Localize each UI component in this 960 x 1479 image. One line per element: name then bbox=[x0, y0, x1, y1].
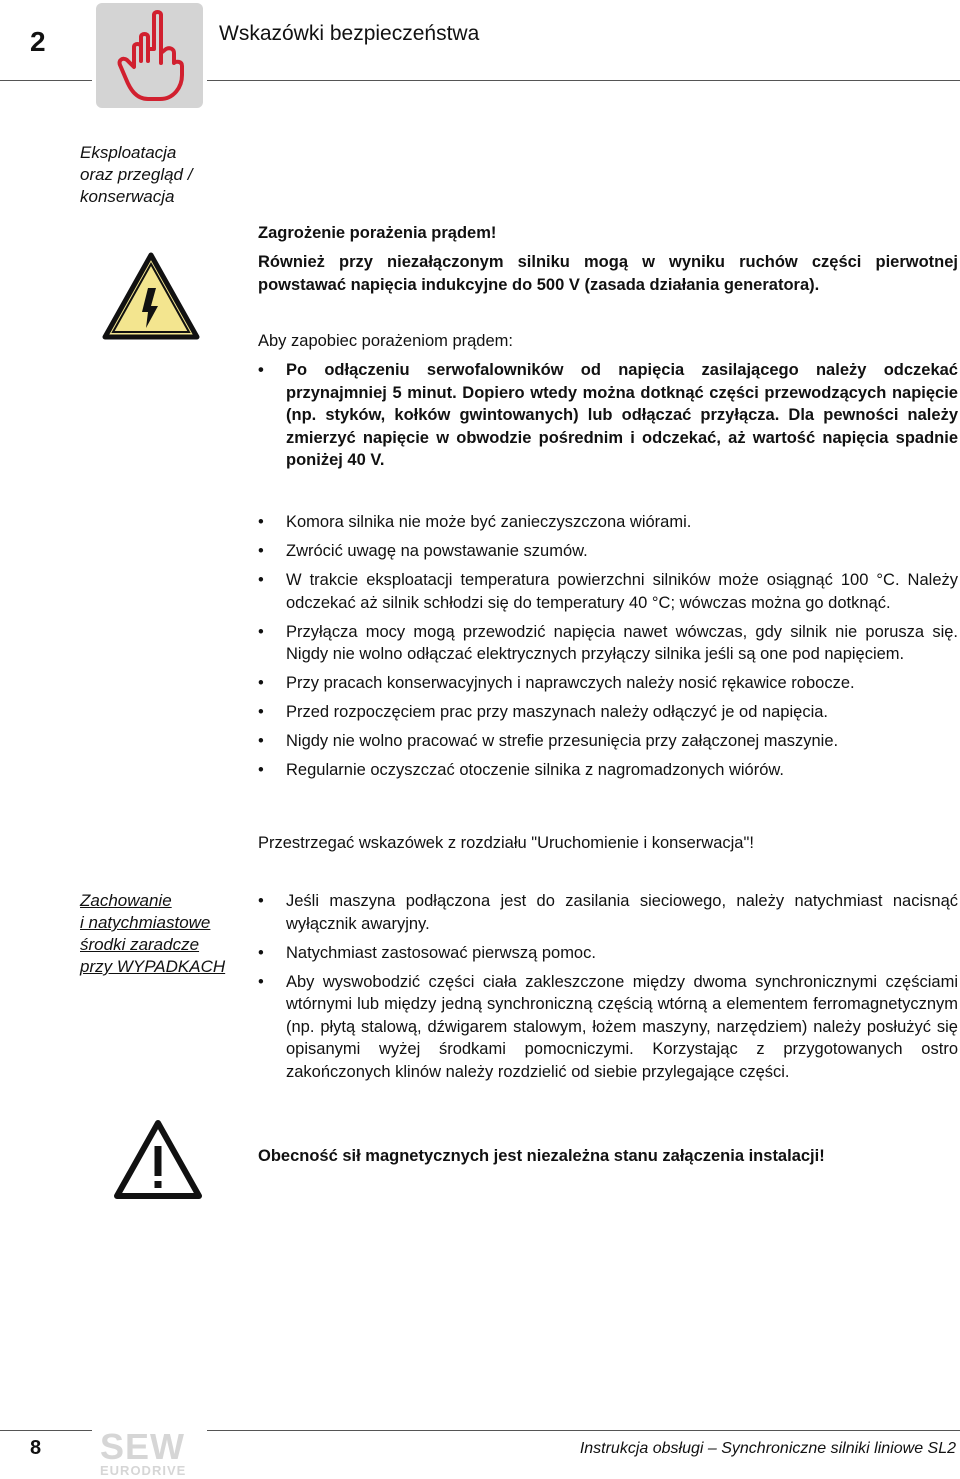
warning-title: Zagrożenie porażenia prądem! bbox=[258, 224, 497, 242]
chapter-icon-box bbox=[96, 3, 203, 108]
logo-text: SEW bbox=[100, 1426, 186, 1467]
accident-list bbox=[258, 890, 958, 1083]
section-label-line: środki zaradcze bbox=[80, 935, 200, 954]
footer-divider-right bbox=[207, 1430, 960, 1431]
page-number: 8 bbox=[30, 1437, 42, 1459]
maintenance-list bbox=[258, 511, 958, 782]
footer-divider-left bbox=[0, 1430, 92, 1431]
list-item: • Regularnie oczyszczać otoczenie silnika z nagromadzonych wiórów. bbox=[258, 759, 958, 782]
list-item: • W trakcie eksploatacji temperatura powierzchni silników może osiągnąć 100 °C. Należy odczekać aż silnik schłodzi się do temperatury 40 °C; wówczas można go dotknąć. bbox=[258, 569, 958, 614]
chapter-number: 2 bbox=[30, 26, 46, 57]
list-item: • Aby wyswobodzić części ciała zakleszczone między dwoma synchronicznymi częściami wtórnymi lub między jedną synchroniczną częścią wtórną a elementem ferromagnetycznym (np. płytą stalową, dźwigarem stalowym, łożem maszyny, narzędziem) należy posłużyć się opisanymi wyżej środkami pomocniczymi. Korzystając z przygotowanych ostro zakończonych klinów należy rozdzielić od siebie przylegające części. bbox=[258, 971, 958, 1084]
section-label-line: oraz przegląd / bbox=[80, 165, 193, 184]
header-divider-left bbox=[0, 80, 92, 81]
warning-text: Również przy niezałączonym silniku mogą w wyniku ruchów części pierwotnej powstawać napięcia indukcyjne do 500 V (zasada działania generatora). bbox=[258, 253, 958, 294]
chapter-title: Wskazówki bezpieczeństwa bbox=[219, 22, 480, 45]
section-label-line: przy WYPADKACH bbox=[80, 957, 226, 976]
prevent-intro: Aby zapobiec porażeniom prądem: bbox=[258, 332, 513, 350]
list-item: • Przy pracach konserwacyjnych i naprawczych należy nosić rękawice robocze. bbox=[258, 672, 958, 695]
document-title: Instrukcja obsługi – Synchroniczne silniki liniowe SL2 bbox=[579, 1440, 956, 1457]
section-label-line: konserwacja bbox=[80, 187, 175, 206]
sew-eurodrive-logo bbox=[100, 1426, 187, 1478]
logo-subtext: EURODRIVE bbox=[100, 1463, 187, 1478]
list-item: • Przed rozpoczęciem prac przy maszynach należy odłączyć je od napięcia. bbox=[258, 701, 958, 724]
prevent-list bbox=[258, 359, 958, 472]
header-divider-right bbox=[207, 80, 960, 81]
list-item: • Natychmiast zastosować pierwszą pomoc. bbox=[258, 942, 958, 965]
section-label-accidents bbox=[80, 890, 225, 978]
section-label-line: Eksploatacja bbox=[80, 143, 177, 162]
list-item: • Jeśli maszyna podłączona jest do zasilania sieciowego, należy natychmiast nacisnąć wyłącznik awaryjny. bbox=[258, 890, 958, 935]
list-item: • Komora silnika nie może być zanieczyszczona wiórami. bbox=[258, 511, 958, 534]
high-voltage-warning-icon bbox=[100, 250, 202, 348]
list-item: • Zwrócić uwagę na powstawanie szumów. bbox=[258, 540, 958, 563]
magnetic-force-warning: Obecność sił magnetycznych jest niezależna stanu załączenia instalacji! bbox=[258, 1147, 825, 1165]
section-label-line: i natychmiastowe bbox=[80, 913, 211, 932]
list-item: • Nigdy nie wolno pracować w strefie przesunięcia przy załączonej maszynie. bbox=[258, 730, 958, 753]
list-item: • Przyłącza mocy mogą przewodzić napięcia nawet wówczas, gdy silnik nie porusza się. Nigdy nie wolno odłączać elektrycznych przyłączy silnika jeśli są one pod napięciem. bbox=[258, 621, 958, 666]
section-label-line: Zachowanie bbox=[80, 891, 172, 910]
raised-hand-icon bbox=[96, 3, 203, 108]
section-label-maintenance bbox=[80, 142, 192, 208]
closing-note: Przestrzegać wskazówek z rozdziału "Uruchomienie i konserwacja"! bbox=[258, 834, 754, 852]
exclamation-warning-icon bbox=[112, 1118, 204, 1207]
list-item: • Po odłączeniu serwofalowników od napięcia zasilającego należy odczekać przynajmniej 5 minut. Dopiero wtedy można dotknąć części przewodzących napięcie (np. styków, kołków gwintowanych) lub odłączać przyłącza. Dla pewności należy zmierzyć napięcie w obwodzie pośrednim i odczekać, aż wartość napięcia spadnie poniżej 40 V. bbox=[258, 359, 958, 472]
